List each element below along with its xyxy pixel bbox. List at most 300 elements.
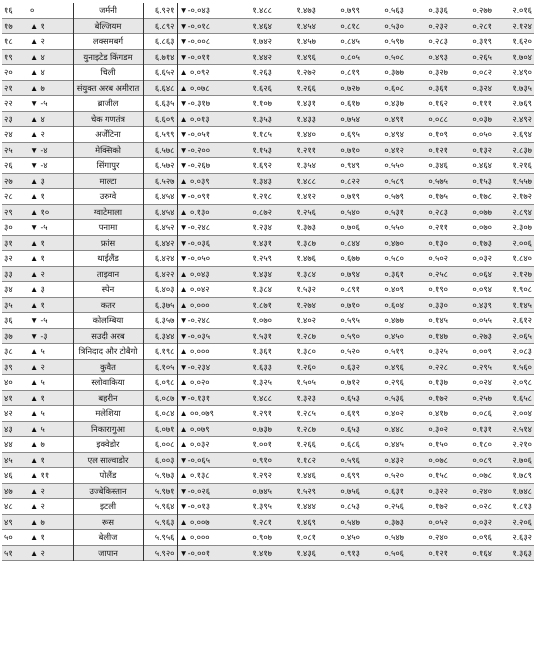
country-name-cell: जर्मनी bbox=[73, 3, 143, 18]
freedom-cell: ०.४३२ bbox=[362, 452, 406, 468]
gdp-cell: ०.८७२ bbox=[230, 204, 274, 220]
generosity-cell: ०.१५८ bbox=[428, 470, 448, 481]
life-expectancy-cell: ०.८४४ bbox=[318, 235, 362, 251]
social-support-cell: १.१८२ bbox=[274, 452, 318, 468]
freedom-cell: ०.५०६ bbox=[362, 545, 406, 561]
life-expectancy-cell: ०.७२७ bbox=[318, 80, 362, 96]
generosity-cell: ०.४९३ bbox=[406, 49, 450, 65]
freedom-cell: ०.५५० bbox=[384, 222, 404, 233]
gdp-cell: १.२५९ bbox=[252, 253, 272, 264]
residual-cell: १.७३५ bbox=[494, 80, 534, 96]
rank-change-cell: ▲ १ bbox=[28, 235, 73, 251]
rank-change-cell: ▲ २ bbox=[28, 359, 73, 375]
score-cell: ५.९७३ bbox=[143, 468, 177, 484]
generosity-cell: ०.१३७ bbox=[428, 377, 448, 388]
life-expectancy-cell: ०.८०५ bbox=[318, 49, 362, 65]
score-cell: ६.००८ bbox=[143, 437, 177, 453]
life-expectancy-cell: ०.६९५ bbox=[340, 129, 360, 140]
table-row bbox=[2, 468, 534, 484]
country-name-cell: सउदी अरब bbox=[73, 328, 143, 344]
country-name-cell: इटली bbox=[73, 499, 143, 515]
corruption-cell: ०.२७७ bbox=[472, 5, 492, 16]
country-name-cell: त्रिनिदाद और टोबैगो bbox=[73, 344, 143, 360]
score-change-cell: ▼-०.०११ bbox=[177, 49, 230, 65]
table-row bbox=[2, 158, 534, 174]
country-name-cell: ताइवान bbox=[73, 266, 143, 282]
generosity-cell: ०.१४५ bbox=[428, 315, 448, 326]
rank-cell: ३१ bbox=[2, 235, 28, 251]
social-support-cell: १.४३३ bbox=[274, 111, 318, 127]
residual-cell: १.३६३ bbox=[494, 545, 534, 561]
generosity-cell: ०.५०२ bbox=[428, 253, 448, 264]
freedom-cell: ०.५२० bbox=[384, 470, 404, 481]
score-cell: ६.५७८ bbox=[143, 142, 177, 158]
life-expectancy-cell: ०.७९९ bbox=[340, 5, 360, 16]
social-support-cell: १.२११ bbox=[274, 142, 318, 158]
freedom-cell: ०.५३१ bbox=[362, 204, 406, 220]
country-name-cell: जापान bbox=[73, 545, 143, 561]
country-name-cell: बहरीन bbox=[73, 390, 143, 406]
freedom-cell: ०.२५६ bbox=[384, 501, 404, 512]
social-support-cell: १.५३२ bbox=[296, 284, 316, 295]
table-row bbox=[2, 406, 534, 422]
rank-cell: २५ bbox=[2, 142, 28, 158]
corruption-cell: ०.०८६ bbox=[472, 408, 492, 419]
score-change-cell: ▲ ००.०७९ bbox=[179, 408, 214, 419]
social-support-cell: १.२६६ bbox=[296, 439, 316, 450]
corruption-cell: ०.०८२ bbox=[472, 67, 492, 78]
rank-change-cell: ▲ १ bbox=[28, 390, 73, 406]
table-row bbox=[2, 235, 534, 251]
gdp-cell: १.६२६ bbox=[230, 80, 274, 96]
score-cell: ६.४५४ bbox=[143, 204, 177, 220]
table-row bbox=[2, 142, 534, 158]
country-name-cell: कोलम्बिया bbox=[73, 313, 143, 329]
table-row bbox=[2, 421, 534, 437]
table-row bbox=[2, 49, 534, 65]
life-expectancy-cell: ०.५४७ bbox=[318, 514, 362, 530]
life-expectancy-cell: ०.६३२ bbox=[318, 359, 362, 375]
rank-cell: ३३ bbox=[2, 266, 28, 282]
social-support-cell: १.४३६ bbox=[274, 545, 318, 561]
score-cell: ५.९७१ bbox=[143, 483, 177, 499]
gdp-cell: १.३२५ bbox=[252, 377, 272, 388]
score-change-cell: ▲ ०.००० bbox=[177, 297, 230, 313]
score-change-cell: ▲ ०.००० bbox=[179, 346, 210, 357]
social-support-cell: १.३८४ bbox=[274, 266, 318, 282]
score-change-cell: ▼-०.०५० bbox=[179, 253, 211, 264]
corruption-cell: ०.३२४ bbox=[450, 80, 494, 96]
score-cell: ६.०९८ bbox=[143, 375, 177, 391]
gdp-cell: १.५३१ bbox=[230, 328, 274, 344]
social-support-cell: १.४६९ bbox=[274, 514, 318, 530]
table-row bbox=[2, 204, 534, 220]
score-change-cell: ▼-०.०९१ bbox=[179, 191, 211, 202]
corruption-cell: ०.०८९ bbox=[450, 452, 494, 468]
freedom-cell: ०.५७९ bbox=[384, 191, 404, 202]
corruption-cell: ०.०७७ bbox=[450, 204, 494, 220]
social-support-cell: १.४५७ bbox=[296, 36, 316, 47]
generosity-cell: ०.०५२ bbox=[406, 514, 450, 530]
score-change-cell: ▼-०.०१८ bbox=[177, 18, 230, 34]
life-expectancy-cell: ०.९१३ bbox=[318, 545, 362, 561]
score-cell: ६.८९२ bbox=[143, 18, 177, 34]
score-cell: ६.३७५ bbox=[143, 297, 177, 313]
corruption-cell: ०.०५० bbox=[472, 129, 492, 140]
rank-cell: ३२ bbox=[4, 253, 13, 264]
freedom-cell: ०.४३७ bbox=[384, 98, 404, 109]
country-name-cell: ब्राजील bbox=[73, 96, 143, 112]
table-row bbox=[2, 251, 534, 267]
score-cell: ५.९६३ bbox=[143, 514, 177, 530]
gdp-cell: ०.९१० bbox=[230, 452, 274, 468]
table-row bbox=[2, 127, 534, 143]
gdp-cell: १.००१ bbox=[252, 439, 272, 450]
life-expectancy-cell: ०.६१७ bbox=[340, 98, 360, 109]
residual-cell: २.१७२ bbox=[512, 191, 532, 202]
country-name-cell: सिंगापुर bbox=[73, 158, 143, 174]
corruption-cell: ०.०९६ bbox=[472, 532, 492, 543]
score-cell: ५.९६४ bbox=[143, 499, 177, 515]
residual-cell: १.८४० bbox=[512, 253, 532, 264]
corruption-cell: ०.००९ bbox=[472, 346, 492, 357]
gdp-cell: १.८७१ bbox=[230, 297, 274, 313]
score-cell: ५.९५६ bbox=[143, 530, 177, 546]
score-cell: ६.३५७ bbox=[143, 313, 177, 329]
generosity-cell: ०.२३२ bbox=[406, 18, 450, 34]
freedom-cell: ०.४०२ bbox=[384, 408, 404, 419]
residual-cell: २.३०७ bbox=[512, 222, 532, 233]
social-support-cell: १.४७३ bbox=[296, 5, 316, 16]
life-expectancy-cell: ०.८१८ bbox=[318, 18, 362, 34]
score-cell: ६.८६३ bbox=[143, 34, 177, 50]
life-expectancy-cell: ०.५९० bbox=[318, 328, 362, 344]
country-name-cell: पनामा bbox=[73, 220, 143, 236]
residual-cell: १.५५७ bbox=[494, 173, 534, 189]
generosity-cell: ०.२५८ bbox=[406, 266, 450, 282]
score-change-cell: ▼-०.२०० bbox=[177, 142, 230, 158]
generosity-cell: ०.२४० bbox=[428, 532, 448, 543]
rank-cell: ३७ bbox=[2, 328, 28, 344]
rank-change-cell: ▲ २ bbox=[28, 545, 73, 561]
life-expectancy-cell: ०.७९४ bbox=[318, 266, 362, 282]
freedom-cell: ०.५१९ bbox=[384, 346, 404, 357]
freedom-cell: ०.४९४ bbox=[384, 129, 404, 140]
country-name-cell: उज्बेकिस्तान bbox=[73, 483, 143, 499]
social-support-cell: १.२६६ bbox=[274, 80, 318, 96]
rank-cell: ४७ bbox=[2, 483, 28, 499]
table-row bbox=[2, 3, 534, 18]
score-change-cell: ▲ ०.००७ bbox=[177, 514, 230, 530]
rank-cell: २८ bbox=[4, 191, 13, 202]
rank-change-cell: ▲ ५ bbox=[28, 421, 73, 437]
rank-change-cell: ▲ ७ bbox=[28, 80, 73, 96]
gdp-cell: १.४३१ bbox=[230, 235, 274, 251]
generosity-cell: ०.१७५ bbox=[428, 191, 448, 202]
life-expectancy-cell: ०.७१० bbox=[318, 297, 362, 313]
country-name-cell: इक्वेडोर bbox=[73, 437, 143, 453]
gdp-cell: १.७४२ bbox=[252, 36, 272, 47]
gdp-cell: १.२९१ bbox=[252, 408, 272, 419]
residual-cell: २.७०६ bbox=[494, 452, 534, 468]
life-expectancy-cell: ०.८४५ bbox=[340, 36, 360, 47]
score-change-cell: ▼-०.०३५ bbox=[177, 328, 230, 344]
table-row bbox=[2, 282, 534, 298]
generosity-cell: ०.१३० bbox=[406, 235, 450, 251]
score-change-cell: ▼-०.२४८ bbox=[179, 315, 211, 326]
residual-cell: २.७६९ bbox=[512, 98, 532, 109]
generosity-cell: ०.४१७ bbox=[428, 408, 448, 419]
social-support-cell: १.५२९ bbox=[274, 483, 318, 499]
rank-change-cell: ▲ १ bbox=[28, 452, 73, 468]
country-name-cell: युनाइटेड किंगडम bbox=[73, 49, 143, 65]
social-support-cell: १.२६० bbox=[274, 359, 318, 375]
score-cell: ६.१९८ bbox=[143, 344, 177, 360]
rank-cell: ४३ bbox=[2, 421, 28, 437]
country-name-cell: निकारागुआ bbox=[73, 421, 143, 437]
social-support-cell: १.०८१ bbox=[296, 532, 316, 543]
residual-cell: २.२०६ bbox=[494, 514, 534, 530]
residual-cell: २.८३७ bbox=[494, 142, 534, 158]
score-cell: ६.६५२ bbox=[143, 65, 177, 81]
residual-cell: २.४९० bbox=[512, 67, 532, 78]
freedom-cell: ०.५३० bbox=[362, 18, 406, 34]
life-expectancy-cell: ०.८९१ bbox=[340, 284, 360, 295]
freedom-cell: ०.४४८ bbox=[362, 421, 406, 437]
rank-change-cell: ▲ १० bbox=[28, 204, 73, 220]
table-row bbox=[2, 313, 534, 329]
life-expectancy-cell: ०.७१० bbox=[318, 142, 362, 158]
rank-change-cell: ▲ १ bbox=[30, 253, 45, 264]
rank-cell: ३८ bbox=[4, 346, 13, 357]
rank-cell: २४ bbox=[4, 129, 13, 140]
rank-change-cell: ▼ -५ bbox=[30, 315, 48, 326]
gdp-cell: १.४४२ bbox=[230, 49, 274, 65]
table-row bbox=[2, 483, 534, 499]
gdp-cell: १.४३४ bbox=[230, 266, 274, 282]
country-name-cell: थाईलैंड bbox=[73, 251, 143, 267]
generosity-cell: ०.१६२ bbox=[428, 98, 448, 109]
score-change-cell: ▲ ०.०४३ bbox=[177, 266, 230, 282]
score-cell: ६.६०९ bbox=[143, 111, 177, 127]
corruption-cell: ०.१३२ bbox=[450, 142, 494, 158]
generosity-cell: ०.१२१ bbox=[406, 142, 450, 158]
rank-change-cell: ▲ ७ bbox=[30, 439, 45, 450]
score-change-cell: ▲ ०.१३८ bbox=[179, 470, 210, 481]
gdp-cell: १.४८८ bbox=[230, 390, 274, 406]
country-name-cell: माल्टा bbox=[73, 173, 143, 189]
corruption-cell: ०.२८१ bbox=[450, 18, 494, 34]
rank-change-cell: ▲ ४ bbox=[28, 111, 73, 127]
gdp-cell: १.१५३ bbox=[230, 142, 274, 158]
life-expectancy-cell: ०.५९५ bbox=[340, 315, 360, 326]
freedom-cell: ०.३७३ bbox=[362, 514, 406, 530]
rank-change-cell: ▲ ५ bbox=[30, 346, 45, 357]
score-change-cell: ▲ ०.१३० bbox=[177, 204, 230, 220]
score-cell: ६.६४८ bbox=[143, 80, 177, 96]
rank-change-cell: ▼ -४ bbox=[30, 160, 48, 171]
freedom-cell: ०.३६१ bbox=[362, 266, 406, 282]
residual-cell: २.६१२ bbox=[512, 315, 532, 326]
rank-cell: ४२ bbox=[4, 408, 13, 419]
residual-cell: २.६९४ bbox=[512, 129, 532, 140]
score-cell: ६.०८४ bbox=[143, 406, 177, 422]
score-change-cell: ▲ ०.०७९ bbox=[177, 421, 230, 437]
generosity-cell: ०.१४७ bbox=[406, 328, 450, 344]
corruption-cell: ०.१७३ bbox=[450, 235, 494, 251]
table-row bbox=[2, 18, 534, 34]
score-change-cell: ▲ ०.०३९ bbox=[177, 173, 230, 189]
freedom-cell: ०.६०८ bbox=[362, 80, 406, 96]
residual-cell: २.०१६ bbox=[512, 5, 532, 16]
residual-cell: १.५६० bbox=[494, 359, 534, 375]
rank-change-cell: ० bbox=[30, 5, 35, 16]
life-expectancy-cell: ०.५९६ bbox=[318, 452, 362, 468]
score-cell: ६.४४२ bbox=[143, 235, 177, 251]
generosity-cell: ०.१७२ bbox=[406, 390, 450, 406]
corruption-cell: ०.०३२ bbox=[472, 253, 492, 264]
life-expectancy-cell: ०.६९९ bbox=[340, 470, 360, 481]
rank-cell: १९ bbox=[2, 49, 28, 65]
score-change-cell: ▲ ०.०२० bbox=[179, 377, 210, 388]
rank-cell: ४१ bbox=[2, 390, 28, 406]
country-name-cell: फ्रांस bbox=[73, 235, 143, 251]
rank-cell: ३९ bbox=[2, 359, 28, 375]
gdp-cell: १.३८४ bbox=[252, 284, 272, 295]
rank-cell: १६ bbox=[4, 5, 13, 16]
corruption-cell: ०.०२८ bbox=[472, 501, 492, 512]
rank-cell: २६ bbox=[4, 160, 13, 171]
table-row bbox=[2, 359, 534, 375]
life-expectancy-cell: ०.६१९ bbox=[340, 408, 360, 419]
rank-change-cell: ▲ ४ bbox=[30, 67, 45, 78]
country-name-cell: संयुक्त अरब अमीरात bbox=[73, 80, 143, 96]
residual-cell: २.००४ bbox=[512, 408, 532, 419]
corruption-cell: ०.०७८ bbox=[472, 470, 492, 481]
score-cell: ६.५९९ bbox=[143, 127, 177, 143]
generosity-cell: ०.१२१ bbox=[406, 545, 450, 561]
gdp-cell: १.२८१ bbox=[230, 514, 274, 530]
freedom-cell: ०.६०४ bbox=[362, 297, 406, 313]
life-expectancy-cell: ०.९४९ bbox=[340, 160, 360, 171]
score-cell: ६.४२४ bbox=[143, 251, 177, 267]
generosity-cell: ०.३३० bbox=[406, 297, 450, 313]
freedom-cell: ०.४५० bbox=[362, 328, 406, 344]
generosity-cell: ०.०७८ bbox=[406, 452, 450, 468]
gdp-cell: १.२६३ bbox=[252, 67, 272, 78]
social-support-cell: १.२८५ bbox=[296, 408, 316, 419]
score-change-cell: ▼-०.२४८ bbox=[179, 222, 211, 233]
score-change-cell: ▼-०.०२६ bbox=[177, 483, 230, 499]
corruption-cell: ०.१३१ bbox=[450, 421, 494, 437]
score-change-cell: ▼-०.००१ bbox=[177, 545, 230, 561]
residual-cell: २.१२४ bbox=[494, 18, 534, 34]
freedom-cell: ०.५८९ bbox=[362, 173, 406, 189]
corruption-cell: ०.२५७ bbox=[450, 390, 494, 406]
residual-cell: २.४९२ bbox=[494, 111, 534, 127]
score-change-cell: ▲ ०.००० bbox=[179, 532, 210, 543]
freedom-cell: ०.५६३ bbox=[384, 5, 404, 16]
country-name-cell: बेल्जियम bbox=[73, 18, 143, 34]
life-expectancy-cell: ०.६७७ bbox=[340, 253, 360, 264]
country-name-cell: रूस bbox=[73, 514, 143, 530]
rank-change-cell: ▲ ४ bbox=[28, 49, 73, 65]
gdp-cell: १.०७० bbox=[252, 315, 272, 326]
rank-change-cell: ▲ २ bbox=[28, 483, 73, 499]
generosity-cell: ०.३०२ bbox=[406, 421, 450, 437]
residual-cell: १.६५८ bbox=[494, 390, 534, 406]
generosity-cell: ०.३४६ bbox=[428, 160, 448, 171]
rank-cell: २३ bbox=[2, 111, 28, 127]
freedom-cell: ०.४७७ bbox=[384, 315, 404, 326]
score-change-cell: ▲ ०.०१३ bbox=[177, 111, 230, 127]
freedom-cell: ०.६३१ bbox=[362, 483, 406, 499]
country-name-cell: उरुग्वे bbox=[73, 189, 143, 205]
generosity-cell: ०.१७२ bbox=[428, 501, 448, 512]
freedom-cell: ०.३७७ bbox=[384, 67, 404, 78]
gdp-cell: ०.९०७ bbox=[252, 532, 272, 543]
corruption-cell: ०.१६४ bbox=[450, 545, 494, 561]
residual-cell: २.८९४ bbox=[494, 204, 534, 220]
table-row bbox=[2, 499, 534, 515]
corruption-cell: ०.०५५ bbox=[472, 315, 492, 326]
gdp-cell: १.२९२ bbox=[252, 470, 272, 481]
life-expectancy-cell: ०.७१२ bbox=[340, 377, 360, 388]
score-cell: ६.०७१ bbox=[143, 421, 177, 437]
gdp-cell: १.३९५ bbox=[252, 501, 272, 512]
rank-change-cell: ▲ ११ bbox=[30, 470, 50, 481]
country-name-cell: एल साल्वाडोर bbox=[73, 452, 143, 468]
social-support-cell: १.२७२ bbox=[296, 67, 316, 78]
freedom-cell: ०.५५० bbox=[384, 160, 404, 171]
social-support-cell: १.३५४ bbox=[296, 160, 316, 171]
life-expectancy-cell: ०.६५३ bbox=[318, 421, 362, 437]
social-support-cell: १.२७४ bbox=[274, 297, 318, 313]
freedom-cell: ०.५०८ bbox=[362, 49, 406, 65]
rank-change-cell: ▲ २ bbox=[30, 36, 45, 47]
score-cell: ६.३४४ bbox=[143, 328, 177, 344]
residual-cell: २.०८३ bbox=[512, 346, 532, 357]
social-support-cell: १.५०५ bbox=[296, 377, 316, 388]
generosity-cell: ०.२८३ bbox=[428, 36, 448, 47]
rank-cell: ४८ bbox=[4, 501, 13, 512]
life-expectancy-cell: ०.८५३ bbox=[340, 501, 360, 512]
gdp-cell: १.६९२ bbox=[252, 160, 272, 171]
score-change-cell: ▼-०.३१७ bbox=[179, 98, 211, 109]
table-row bbox=[2, 545, 534, 561]
gdp-cell: १.२३४ bbox=[252, 222, 272, 233]
rank-change-cell: ▲ २ bbox=[30, 501, 45, 512]
rank-cell: ४० bbox=[4, 377, 13, 388]
life-expectancy-cell: ०.५४० bbox=[318, 204, 362, 220]
generosity-cell: ०.५७५ bbox=[406, 173, 450, 189]
social-support-cell: १.३२३ bbox=[274, 390, 318, 406]
country-name-cell: कतर bbox=[73, 297, 143, 313]
rank-cell: ३६ bbox=[4, 315, 13, 326]
life-expectancy-cell: ०.७१९ bbox=[340, 191, 360, 202]
rank-cell: १८ bbox=[4, 36, 13, 47]
country-name-cell: ग्वाटेमाला bbox=[73, 204, 143, 220]
residual-cell: २.२१० bbox=[512, 439, 532, 450]
corruption-cell: ०.४३९ bbox=[450, 297, 494, 313]
gdp-cell: १.२१८ bbox=[252, 191, 272, 202]
rank-cell: ४५ bbox=[2, 452, 28, 468]
score-cell: ६.००३ bbox=[143, 452, 177, 468]
score-cell: ६.६३५ bbox=[143, 96, 177, 112]
residual-cell: १.७८९ bbox=[512, 470, 532, 481]
table-row bbox=[2, 375, 534, 391]
generosity-cell: ०.२२८ bbox=[406, 359, 450, 375]
